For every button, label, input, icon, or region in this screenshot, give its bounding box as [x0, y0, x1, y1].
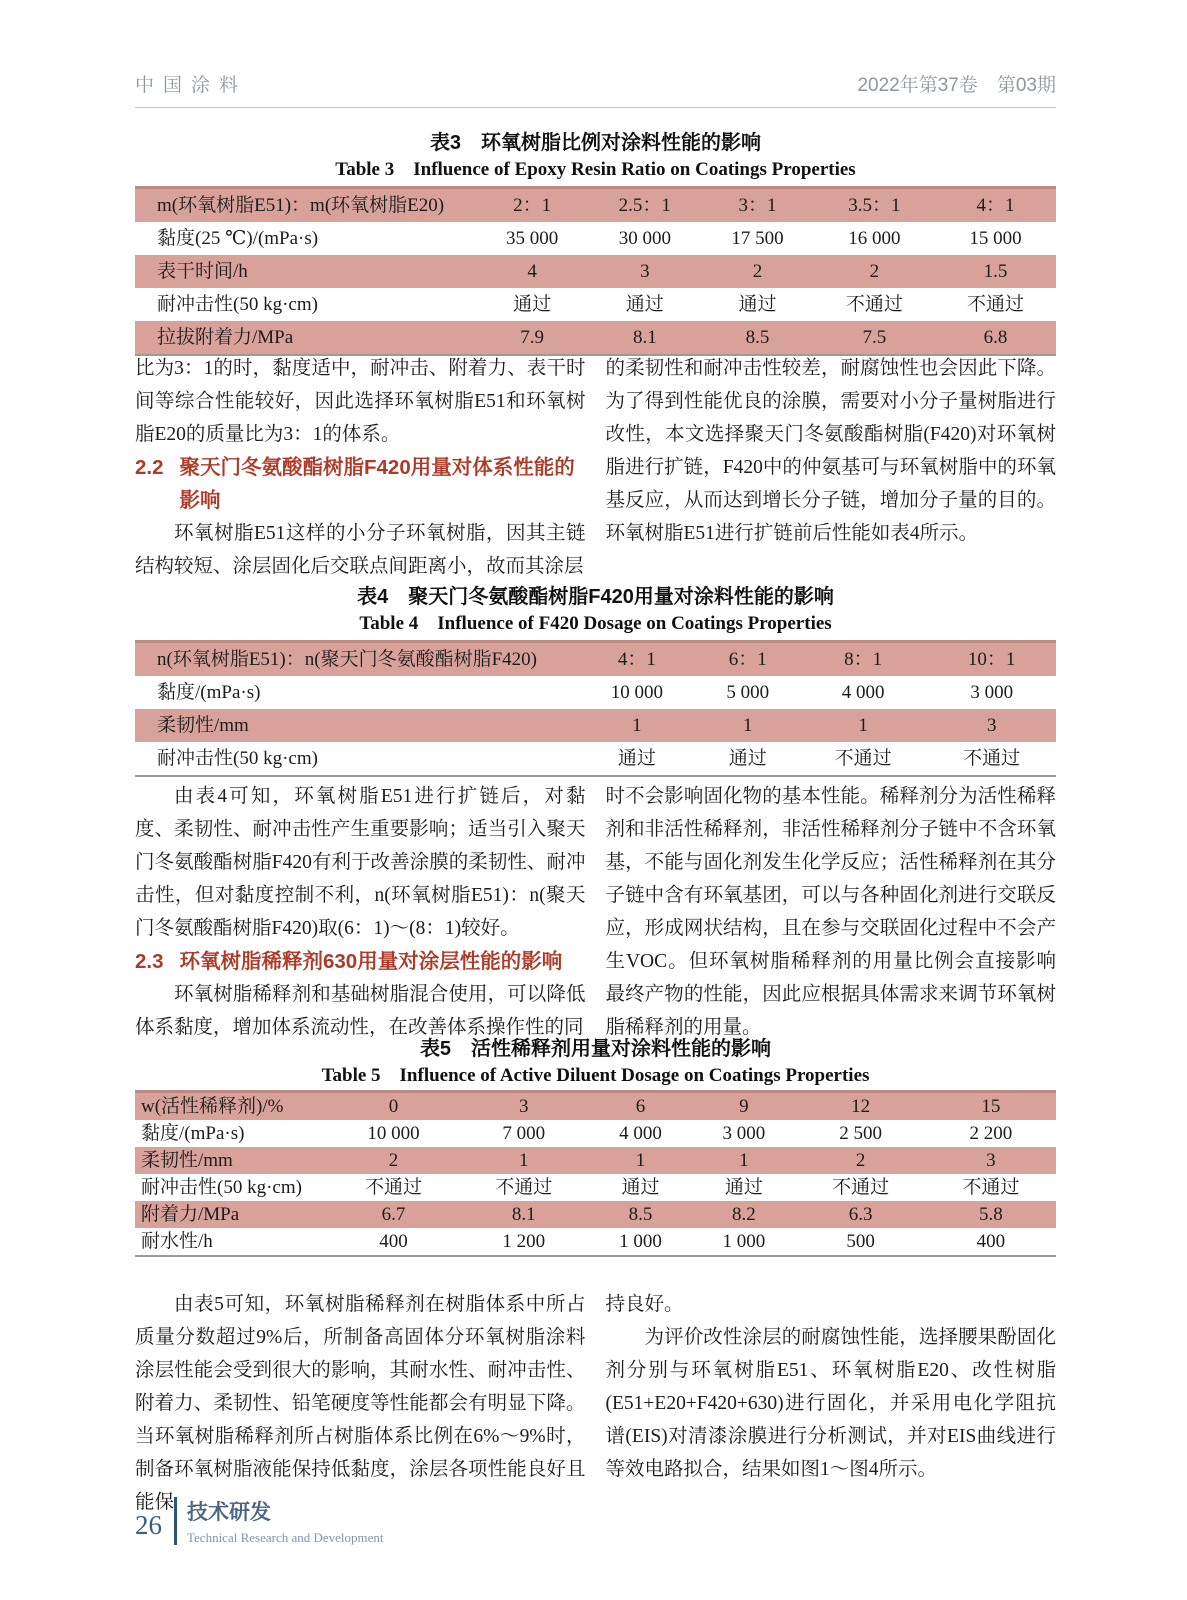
table-cell: 6.7 — [328, 1201, 458, 1228]
table-cell: 2 — [701, 255, 814, 288]
table-header-cell: 15 — [926, 1092, 1056, 1121]
table-cell: 8.1 — [588, 321, 701, 355]
table-cell: 黏度/(mPa·s) — [141, 1123, 245, 1144]
table-cell: 2 500 — [839, 1123, 882, 1144]
table5-caption-zh: 表5 活性稀释剂用量对涂料性能的影响 — [419, 1038, 772, 1060]
table-header-cell: 3 — [459, 1092, 589, 1121]
table-row — [135, 1174, 1056, 1201]
table3 — [135, 186, 1056, 356]
table-cell: 6.3 — [796, 1201, 926, 1228]
table-cell: 通过 — [513, 294, 552, 315]
section-title: 环氧树脂稀释剂630用量对涂层性能的影响 — [179, 950, 563, 973]
table-cell: 附着力/MPa — [135, 1201, 328, 1228]
table-cell: 2 — [328, 1147, 458, 1174]
table4-caption-zh: 表4 聚天门冬氨酸酯树脂F420用量对涂料性能的影响 — [357, 586, 834, 608]
table-cell: 柔韧性/mm — [135, 709, 577, 742]
page-number: 26 — [135, 1509, 162, 1540]
issue-info: 2022年第37卷 第03期 — [857, 75, 1056, 96]
table-cell: 表干时间/h — [135, 255, 476, 288]
table-cell: 1 — [589, 1147, 692, 1174]
table-cell: 10 000 — [367, 1123, 420, 1144]
footer-column-zh: 技术研发 — [187, 1501, 271, 1524]
table-header-cell: 3：1 — [701, 188, 814, 223]
text-block-1 — [135, 352, 1056, 583]
table3-wrap — [135, 186, 1056, 356]
table-cell: 4 — [476, 255, 589, 288]
table-cell: 7 000 — [502, 1123, 546, 1144]
footer-column-title — [187, 1496, 384, 1546]
table-cell: 1 000 — [619, 1231, 662, 1252]
table-cell: 拉拔附着力/MPa — [135, 321, 476, 355]
table-cell: 耐冲击性(50 kg·cm) — [157, 748, 318, 769]
table-row — [135, 709, 1056, 742]
table-cell: 1 — [459, 1147, 589, 1174]
table-cell: 耐水性/h — [141, 1231, 213, 1252]
table-row — [135, 288, 1056, 321]
table-header-cell: 6 — [589, 1092, 692, 1121]
table-cell: 400 — [379, 1231, 408, 1252]
table-cell: 柔韧性/mm — [135, 1147, 328, 1174]
table-cell: 不通过 — [962, 1177, 1020, 1198]
table-header-cell: 4：1 — [577, 642, 697, 677]
table-cell: 1 000 — [722, 1231, 766, 1252]
table5-wrap — [135, 1090, 1056, 1257]
journal-name: 中国涂料 — [135, 75, 248, 96]
table-cell: 5 000 — [726, 682, 770, 703]
table-row — [135, 1201, 1056, 1228]
table-cell: 3 000 — [722, 1123, 766, 1144]
table-header-cell: 2：1 — [476, 188, 589, 223]
section-title: 聚天门冬氨酸酯树脂F420用量对体系性能的影响 — [179, 456, 575, 512]
text-block-3-right-column — [606, 1288, 1057, 1519]
table-cell: 5.8 — [926, 1201, 1056, 1228]
table-row — [135, 1120, 1056, 1147]
table-cell: 不通过 — [495, 1177, 553, 1198]
footer-divider — [174, 1497, 177, 1545]
table4-caption-en: Table 4 Influence of F420 Dosage on Coatings Properties — [359, 613, 832, 634]
table-cell: 500 — [846, 1231, 875, 1252]
table-header-cell: m(环氧树脂E51)：m(环氧树脂E20) — [135, 188, 476, 223]
table-cell: 8.5 — [701, 321, 814, 355]
paragraph: 环氧树脂稀释剂和基础树脂混合使用，可以降低体系黏度，增加体系流动性，在改善体系操作性的同 — [135, 984, 586, 1038]
table-header-cell: 2.5：1 — [588, 188, 701, 223]
text-block-2-left-column — [135, 780, 586, 1044]
table-header-cell: 8：1 — [799, 642, 928, 677]
text-block-2 — [135, 780, 1056, 1044]
table-cell: 1 — [799, 709, 928, 742]
table-cell: 1.5 — [935, 255, 1056, 288]
text-block-1-left-column — [135, 352, 586, 583]
paragraph: 由表4可知，环氧树脂E51进行扩链后，对黏度、柔韧性、耐冲击性产生重要影响；适当引入聚天门冬氨酸酯树脂F420有利于改善涂膜的柔韧性、耐冲击性，但对黏度控制不利，n(环氧树脂E51)：n(聚天门冬氨酸酯树脂F420)取(6：1)～(8：1)较好。 — [135, 786, 586, 939]
table-header-cell: 4：1 — [935, 188, 1056, 223]
table-cell: 8.1 — [459, 1201, 589, 1228]
table-cell: 通过 — [625, 294, 664, 315]
table-cell: 不通过 — [834, 748, 892, 769]
table-row — [135, 1228, 1056, 1256]
paragraph: 持良好。 — [605, 1294, 684, 1315]
running-head — [135, 70, 1056, 108]
table-cell: 10 000 — [610, 682, 664, 703]
table-header-cell: 10：1 — [927, 642, 1056, 677]
section-heading-2-3 — [135, 945, 586, 978]
table3-caption-zh: 表3 环氧树脂比例对涂料性能的影响 — [429, 132, 762, 154]
table-cell: 不通过 — [845, 294, 903, 315]
table-header-cell: 12 — [796, 1092, 926, 1121]
table-cell: 耐冲击性(50 kg·cm) — [157, 294, 318, 315]
table-row — [135, 742, 1056, 776]
table-cell: 不通过 — [966, 294, 1024, 315]
table-cell: 黏度(25 ℃)/(mPa·s) — [157, 228, 319, 249]
table-cell: 16 000 — [848, 228, 901, 249]
table4 — [135, 640, 1056, 777]
section-heading-2-2 — [135, 451, 586, 517]
paragraph: 由表5可知，环氧树脂稀释剂在树脂体系中所占质量分数超过9%后，所制备高固体分环氧树脂涂料涂层性能会受到很大的影响，其耐水性、耐冲击性、附着力、柔韧性、铅笔硬度等性能都会有明显下降。当环氧树脂稀释剂所占树脂体系比例在6%～9%时，制备环氧树脂液能保持低黏度，涂层各项性能良好且能保 — [135, 1294, 586, 1513]
table-cell: 35 000 — [505, 228, 559, 249]
table-header-cell: 3.5：1 — [814, 188, 935, 223]
table-cell: 17 500 — [731, 228, 784, 249]
table-cell: 通过 — [617, 748, 656, 769]
table-row — [135, 255, 1056, 288]
text-block-3 — [135, 1288, 1056, 1519]
table-cell: 15 000 — [969, 228, 1022, 249]
table-cell: 2 200 — [969, 1123, 1013, 1144]
table-header-row — [135, 188, 1056, 223]
table-cell: 6.8 — [935, 321, 1056, 355]
section-number: 2.3 — [135, 950, 164, 973]
paragraph: 环氧树脂E51这样的小分子环氧树脂，因其主链结构较短、涂层固化后交联点间距离小，故而其涂层 — [135, 523, 586, 577]
table-cell: 2 — [814, 255, 935, 288]
table-header-cell: 0 — [328, 1092, 458, 1121]
table-row — [135, 676, 1056, 709]
table-header-cell: n(环氧树脂E51)：n(聚天门冬氨酸酯树脂F420) — [135, 642, 577, 677]
table-cell: 1 — [692, 1147, 795, 1174]
table-header-cell: 6：1 — [697, 642, 799, 677]
table-header-cell: 9 — [692, 1092, 795, 1121]
footer-column-en: Technical Research and Development — [187, 1530, 384, 1545]
paragraph: 时不会影响固化物的基本性能。稀释剂分为活性稀释剂和非活性稀释剂，非活性稀释剂分子链中不含环氧基，不能与固化剂发生化学反应；活性稀释剂在其分子链中含有环氧基团，可以与各种固化剂进行交联反应，形成网状结构，且在参与交联固化过程中不会产生VOC。但环氧树脂稀释剂的用量比例会直接影响最终产物的性能，因此应根据具体需求来调节环氧树脂稀释剂的用量。 — [605, 786, 1056, 1038]
table-cell: 8.2 — [692, 1201, 795, 1228]
table-cell: 8.5 — [589, 1201, 692, 1228]
table-cell: 1 — [697, 709, 799, 742]
table-cell: 7.5 — [814, 321, 935, 355]
table-cell: 3 — [927, 709, 1056, 742]
table-cell: 7.9 — [476, 321, 589, 355]
table5 — [135, 1090, 1056, 1257]
table-cell: 1 — [577, 709, 697, 742]
table-cell: 30 000 — [618, 228, 671, 249]
paragraph: 比为3：1的时，黏度适中，耐冲击、附着力、表干时间等综合性能较好，因此选择环氧树脂E51和环氧树脂E20的质量比为3：1的体系。 — [135, 358, 586, 445]
table-cell: 耐冲击性(50 kg·cm) — [141, 1177, 302, 1198]
page-footer — [135, 1496, 1056, 1546]
table-header-row — [135, 642, 1056, 677]
table-cell: 黏度/(mPa·s) — [157, 682, 261, 703]
section-number: 2.2 — [135, 456, 164, 479]
table-cell: 3 — [588, 255, 701, 288]
table-cell: 通过 — [738, 294, 777, 315]
table-cell: 1 200 — [502, 1231, 546, 1252]
table-header-row — [135, 1092, 1056, 1121]
text-block-1-right-column — [606, 352, 1057, 583]
table-cell: 通过 — [621, 1177, 660, 1198]
text-block-3-left-column — [135, 1288, 586, 1519]
table-cell: 3 — [926, 1147, 1056, 1174]
paragraph: 的柔韧性和耐冲击性较差，耐腐蚀性也会因此下降。为了得到性能优良的涂膜，需要对小分子量树脂进行改性，本文选择聚天门冬氨酸酯树脂(F420)对环氧树脂进行扩链，F420中的仲氨基可与环氧树脂中的环氧基反应，从而达到增长分子链，增加分子量的目的。环氧树脂E51进行扩链前后性能如表4所示。 — [605, 358, 1056, 544]
table-cell: 400 — [976, 1231, 1006, 1252]
table-row — [135, 1147, 1056, 1174]
table-cell: 4 000 — [841, 682, 885, 703]
table-header-cell: w(活性稀释剂)/% — [135, 1092, 328, 1121]
table-cell: 4 000 — [619, 1123, 662, 1144]
table-cell: 通过 — [724, 1177, 763, 1198]
table5-caption-en: Table 5 Influence of Active Diluent Dosage on Coatings Properties — [321, 1065, 870, 1086]
table-cell: 3 000 — [970, 682, 1014, 703]
table-cell: 2 — [796, 1147, 926, 1174]
table-cell: 通过 — [728, 748, 767, 769]
table4-wrap — [135, 640, 1056, 777]
table-cell: 不通过 — [832, 1177, 890, 1198]
table-row — [135, 321, 1056, 355]
table-cell: 不通过 — [365, 1177, 423, 1198]
text-block-2-right-column — [606, 780, 1057, 1044]
paragraph: 为评价改性涂层的耐腐蚀性能，选择腰果酚固化剂分别与环氧树脂E51、环氧树脂E20、改性树脂(E51+E20+F420+630)进行固化，并采用电化学阻抗谱(EIS)对清漆涂膜进行分析测试，并对EIS曲线进行等效电路拟合，结果如图1～图4所示。 — [605, 1327, 1056, 1480]
table-row — [135, 222, 1056, 255]
table-cell: 不通过 — [963, 748, 1021, 769]
table3-caption-en: Table 3 Influence of Epoxy Resin Ratio on Coatings Properties — [335, 159, 856, 180]
